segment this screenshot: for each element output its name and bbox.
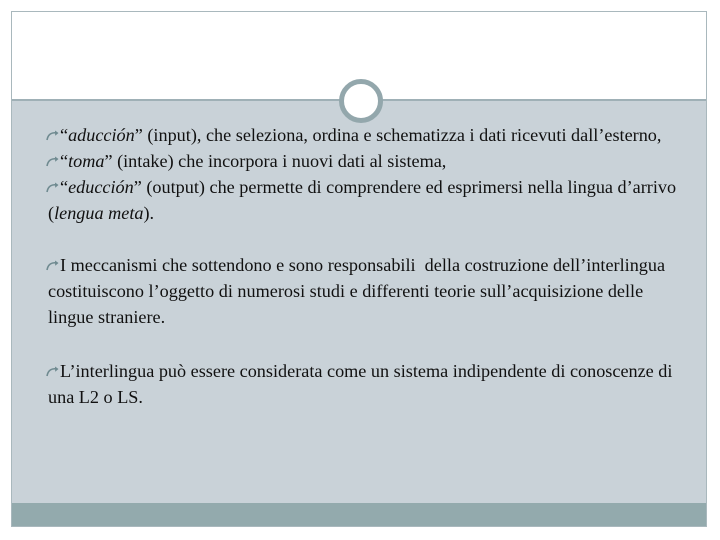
bullet-interlingua: L’interlingua può essere considerata come un sistema indipendente di conoscenze di una L2 o LS. (48, 361, 673, 407)
curved-arrow-bullet-icon (46, 260, 58, 272)
bullet-educcion: “educción” (output) che permette di comprendere ed esprimersi nella lingua d’arrivo (lengua meta). (48, 177, 677, 223)
circle-ornament (339, 79, 383, 123)
curved-arrow-bullet-icon (46, 156, 58, 168)
bullet-aduccion: “aducción” (input), che seleziona, ordina e schematizza i dati ricevuti dall’esterno, (48, 122, 688, 148)
curved-arrow-bullet-icon (46, 182, 58, 194)
curved-arrow-bullet-icon (46, 366, 58, 378)
slide-text-body (48, 122, 688, 410)
slide-footer-band (12, 503, 706, 526)
curved-arrow-bullet-icon (46, 130, 58, 142)
bullet-meccanismi: I meccanismi che sottendono e sono responsabili della costruzione dell’interlingua costituiscono l’oggetto di numerosi studi e differenti teorie sull’acquisizione delle lingue straniere. (48, 255, 670, 327)
bullet-toma: “toma” (intake) che incorpora i nuovi dati al sistema, (48, 148, 688, 174)
